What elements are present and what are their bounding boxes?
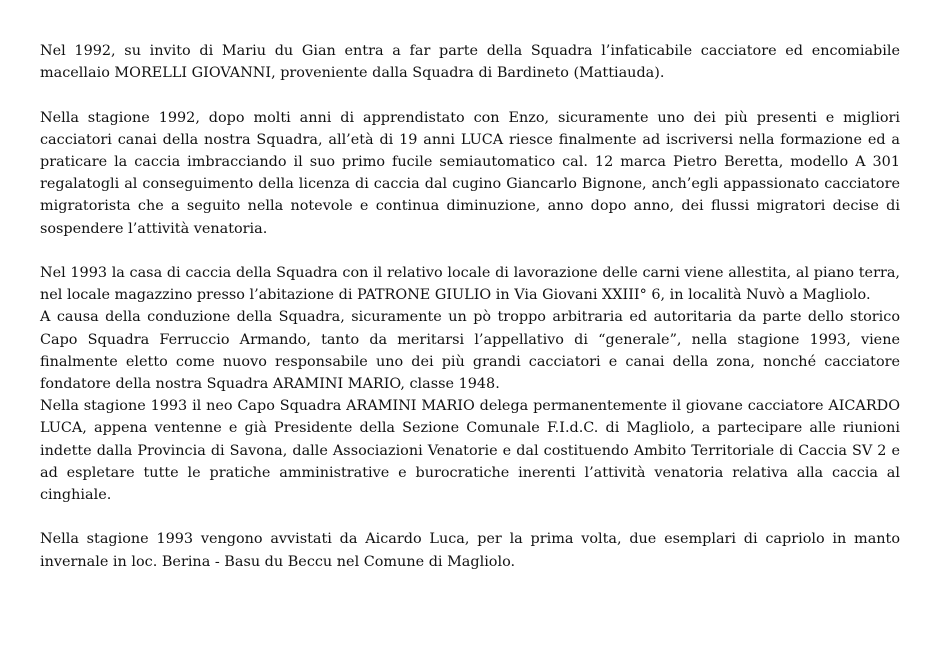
paragraph-aramini-elected: A causa della conduzione della Squadra, sicuramente un pò troppo arbitraria ed autoritaria da parte dello storico Capo Squadra Ferruccio Armando, tanto da meritarsi l’appellativo di “generale”, nella stagione 1993, viene finalmente eletto come nuovo responsabile uno dei più grandi cacciatori e canai della zona, nonché cacciatore fondatore della nostra Squadra ARAMINI MARIO, classe 1948. [40, 309, 900, 393]
paragraph-luca-1992: Nella stagione 1992, dopo molti anni di apprendistato con Enzo, sicuramente uno dei più presenti e migliori cacciatori canai della nostra Squadra, all’età di 19 anni LUCA riesce finalmente ad iscriversi nella formazione ed a praticare la caccia imbracciando il suo primo fucile semiautomatico cal. 12 marca Pietro Beretta, modello A 301 regalatogli al conseguimento della licenza di caccia dal cugino Giancarlo Bignone, anch’egli appassionato cacciatore migratorista che a seguito nella notevole e continua diminuzione, anno dopo anno, dei flussi migratori decise di sospendere l’attività venatoria. [40, 109, 900, 237]
paragraph-spacer [40, 506, 900, 528]
paragraph-aicardo-delegate: Nella stagione 1993 il neo Capo Squadra ARAMINI MARIO delega permanentemente il giovane cacciatore AICARDO LUCA, appena ventenne e già Presidente della Sezione Comunale F.I.d.C. di Magliolo, a partecipare alle riunioni indette dalla Provincia di Savona, dalle Associazioni Venatorie e dal costituendo Ambito Territoriale di Caccia SV 2 e ad espletare tutte le pratiche amministrative e burocratiche inerenti l’attività venatoria relativa alla caccia al cinghiale. [40, 398, 900, 504]
paragraph-morelli: Nel 1992, su invito di Mariu du Gian entra a far parte della Squadra l’infaticabile cacciatore ed encomiabile macellaio MORELLI GIOVANNI, proveniente dalla Squadra di Bardineto (Mattiauda). [40, 43, 900, 82]
paragraph-spacer [40, 84, 900, 106]
paragraph-capriolo: Nella stagione 1993 vengono avvistati da Aicardo Luca, per la prima volta, due esemplari di capriolo in manto invernale in loc. Berina - Basu du Beccu nel Comune di Magliolo. [40, 531, 900, 570]
document-page [40, 40, 900, 573]
paragraph-casa-di-caccia: Nel 1993 la casa di caccia della Squadra con il relativo locale di lavorazione delle carni viene allestita, al piano terra, nel locale magazzino presso l’abitazione di PATRONE GIULIO in Via Giovani XXIII° 6, in località Nuvò a Magliolo. [40, 265, 900, 304]
paragraph-spacer [40, 240, 900, 262]
